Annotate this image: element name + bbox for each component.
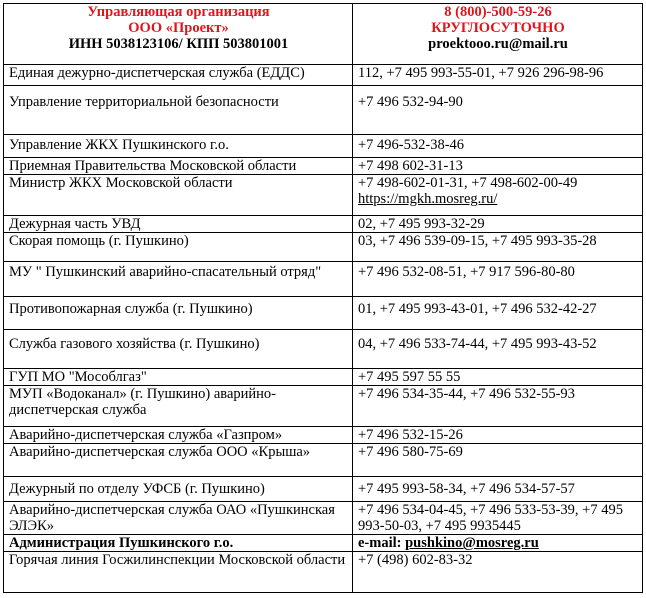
service-phone: +7 496 534-04-45, +7 496 533-53-39, +7 495 993-50-03, +7 495 9935445: [353, 502, 643, 535]
service-phone: +7 495 993-58-34, +7 496 534-57-57: [353, 477, 643, 502]
service-name: Горячая линия Госжилинспекции Московской области: [4, 552, 353, 593]
table-row: [4, 386, 643, 427]
service-name: Министр ЖКХ Московской области: [4, 175, 353, 216]
header-org-cell: [4, 4, 353, 65]
table-row: [4, 552, 643, 593]
service-name: Управление территориальной безопасности: [4, 86, 353, 135]
service-phone: +7 495 597 55 55: [353, 369, 643, 386]
admin-email-link[interactable]: pushkino@mosreg.ru: [405, 535, 539, 551]
ministry-website-link[interactable]: https://mgkh.mosreg.ru/: [358, 191, 498, 207]
service-phone: +7 (498) 602-83-32: [353, 552, 643, 593]
service-phone: +7 498 602-31-13: [353, 158, 643, 175]
org-title: Управляющая организация: [87, 4, 270, 20]
table-row: [4, 502, 643, 535]
table-row: [4, 477, 643, 502]
service-name: Аварийно-диспетчерская служба «Газпром»: [4, 427, 353, 444]
table-row: [4, 444, 643, 477]
org-email: proektooo.ru@mail.ru: [428, 36, 568, 52]
header-contact-cell: [353, 4, 643, 65]
service-name: Служба газового хозяйства (г. Пушкино): [4, 330, 353, 369]
table-row: [4, 535, 643, 552]
service-name: МУ " Пушкинский аварийно-спасательный отряд": [4, 262, 353, 297]
service-phone: 02, +7 495 993-32-29: [353, 216, 643, 233]
service-phone: +7 496 580-75-69: [353, 444, 643, 477]
service-name: Приемная Правительства Московской области: [4, 158, 353, 175]
service-phone: 03, +7 496 539-09-15, +7 495 993-35-28: [353, 233, 643, 262]
table-row: [4, 135, 643, 158]
table-row: [4, 369, 643, 386]
service-phone: +7 496 532-94-90: [353, 86, 643, 135]
org-tax-ids: ИНН 5038123106/ КПП 503801001: [68, 36, 289, 52]
table-row: [4, 233, 643, 262]
hotline-phone: 8 (800)-500-59-26: [444, 4, 552, 20]
service-email-cell: [353, 535, 643, 552]
service-name: Аварийно-диспетчерская служба ООО «Крыша»: [4, 444, 353, 477]
service-phone: +7 496 532-15-26: [353, 427, 643, 444]
service-phone: 112, +7 495 993-55-01, +7 926 296-98-96: [353, 65, 643, 86]
table-row: [4, 158, 643, 175]
service-name: Дежурный по отделу УФСБ (г. Пушкино): [4, 477, 353, 502]
header-row: [4, 4, 643, 65]
service-name: Дежурная часть УВД: [4, 216, 353, 233]
service-name: Аварийно-диспетчерская служба ОАО «Пушкинская ЭЛЭК»: [4, 502, 353, 535]
table-row: [4, 65, 643, 86]
service-name: ГУП МО "Мособлгаз": [4, 369, 353, 386]
service-phone: +7 496-532-38-46: [353, 135, 643, 158]
table-row: [4, 427, 643, 444]
service-name: МУП «Водоканал» (г. Пушкино) аварийно-диспетчерская служба: [4, 386, 353, 427]
email-prefix: e-mail:: [358, 535, 406, 551]
service-name: Управление ЖКХ Пушкинского г.о.: [4, 135, 353, 158]
table-row: [4, 262, 643, 297]
service-phone: 01, +7 495 993-43-01, +7 496 532-42-27: [353, 297, 643, 330]
service-name: Противопожарная служба (г. Пушкино): [4, 297, 353, 330]
hotline-hours: КРУГЛОСУТОЧНО: [431, 20, 565, 36]
table-row: [4, 86, 643, 135]
service-phone: 04, +7 496 533-74-44, +7 495 993-43-52: [353, 330, 643, 369]
service-name: Администрация Пушкинского г.о.: [4, 535, 353, 552]
table-row: [4, 330, 643, 369]
table-row: [4, 216, 643, 233]
service-name: Скорая помощь (г. Пушкино): [4, 233, 353, 262]
org-name: ООО «Проект»: [128, 20, 229, 36]
service-name: Единая дежурно-диспетчерская служба (ЕДДС): [4, 65, 353, 86]
service-phone: +7 498-602-01-31, +7 498-602-00-49: [358, 175, 578, 191]
service-phone-cell: [353, 175, 643, 216]
table-row: [4, 175, 643, 216]
emergency-contacts-table: [3, 3, 643, 593]
service-phone: +7 496 532-08-51, +7 917 596-80-80: [353, 262, 643, 297]
table-row: [4, 297, 643, 330]
service-phone: +7 496 534-35-44, +7 496 532-55-93: [353, 386, 643, 427]
